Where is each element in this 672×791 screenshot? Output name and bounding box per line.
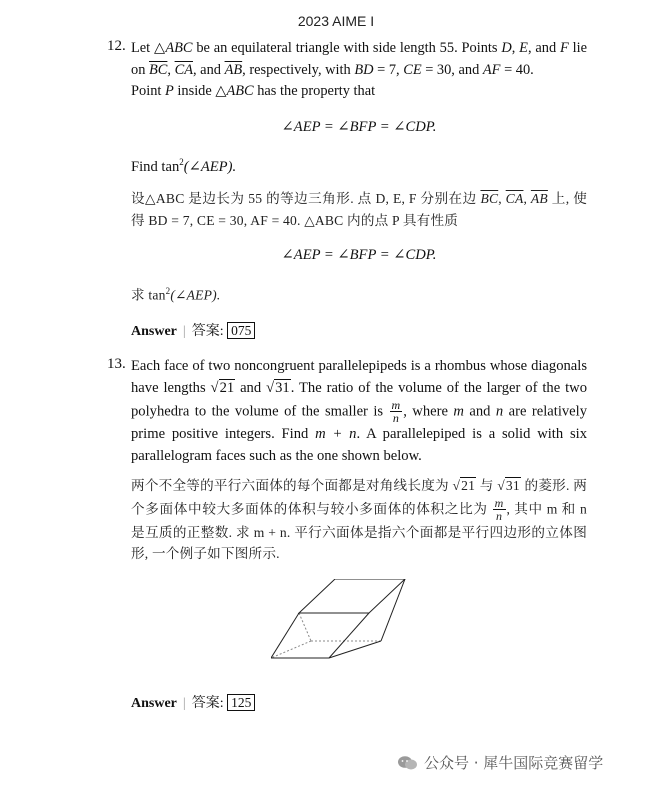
display-equation-zh: ∠AEP = ∠BFP = ∠CDP. <box>281 247 437 264</box>
problem-12 <box>107 38 587 342</box>
answer-box: 075 <box>227 322 255 339</box>
watermark <box>398 752 603 773</box>
answer-line: Answer | 答案: 075 <box>131 320 587 343</box>
find-question-zh: 求 $\tan^2(\angle AEP)$. <box>131 285 221 303</box>
parallelepiped-diagram <box>271 579 421 669</box>
problem-statement-zh: 设△ABC 是边长为 55 的等边三角形. 点 D, E, F 分别在边 $\overline{BC}$, $\overline{CA}$, $\overline{AB}$ 上, 使得 BD = 7, CE = 30, AF = 40. △ABC 内的点 P 具有性质 <box>131 191 587 228</box>
problem-statement-en: Let △ABC be an equilateral triangle with side length 55. Points D, E, and F lie on $\overline{BC}$, $\overline{CA}$, and $\overline{AB}$, respectively, with BD = 7, CE = 30, and AF = 40. Point P inside △ABC has the property that <box>131 40 587 99</box>
problem-statement-en: Each face of two noncongruent parallelepipeds is a rhombus whose diagonals have lengths √21 and √31. The ratio of the volume of the larger of the two polyhedra to the volume of the smaller is $\frac{m}{n}$ , where m and n are relatively prime positive integers. Find m + n. A parallelepiped is a solid with six parallelogram faces such as the one shown below. <box>131 358 588 464</box>
problem-statement-zh: 两个不全等的平行六面体的每个面都是对角线长度为 √21 与 √31 的菱形. 两个多面体中较大多面体的体积与较小多面体的体积之比为 $\frac{m}{n}$ , 其中 m 和 n 是互质的正整数. 求 m + n. 平行六面体是指六个面都是平行四边形的立体图形, 一个例子如下图所示. <box>131 478 587 561</box>
find-question: Find $\tan^2(\angle AEP)$. <box>131 157 237 175</box>
problem-number: 12. <box>107 38 126 54</box>
wechat-icon <box>398 755 418 771</box>
problem-13 <box>107 356 587 715</box>
parallelepiped-figure <box>131 579 587 677</box>
answer-line: Answer | 答案: 125 <box>131 692 587 715</box>
watermark-text: 公众号 · 犀牛国际竞赛留学 <box>424 754 604 772</box>
answer-box: 125 <box>227 694 255 711</box>
page-header: 2023 AIME I <box>297 13 375 29</box>
problem-number: 13. <box>107 356 126 372</box>
display-equation: ∠AEP = ∠BFP = ∠CDP. <box>281 118 437 135</box>
